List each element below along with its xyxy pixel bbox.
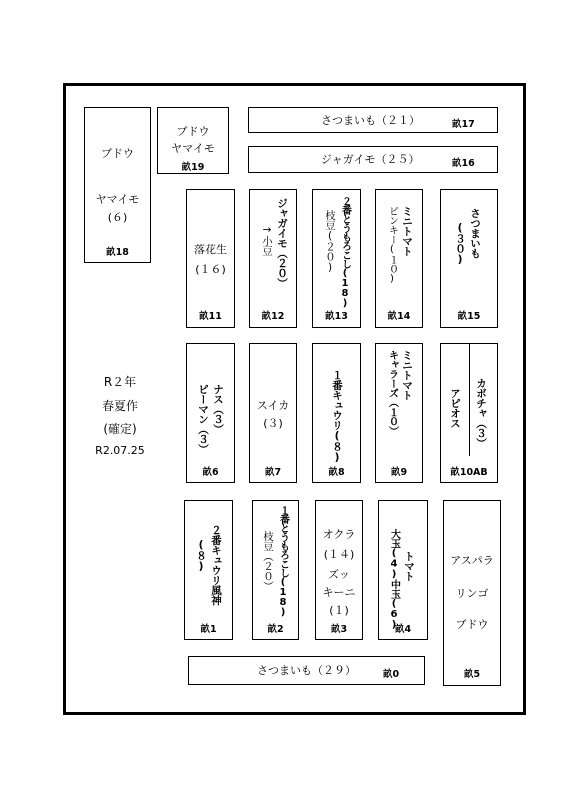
plot-2[interactable]: [252, 500, 299, 640]
plot-11-number: 畝11: [199, 311, 222, 322]
plot-1-crop: ２番キュウリ風神: [210, 525, 223, 605]
plot-14-crop: ミニトマト: [401, 206, 414, 256]
plot-8[interactable]: [312, 343, 361, 483]
plot-10-divider: [469, 344, 470, 456]
plot-19-crop-1: ブドウ: [176, 125, 210, 138]
plot-13[interactable]: [312, 189, 361, 328]
plot-9-number: 畝9: [390, 467, 408, 478]
plot-0-number: 畝0: [383, 669, 400, 680]
plot-10a-crop: アピオス: [449, 388, 462, 428]
plot-7-crop: スイカ: [256, 399, 290, 412]
plot-4[interactable]: [378, 500, 428, 640]
plot-7-number: 畝7: [264, 467, 282, 478]
plot-3-count-1: (１４): [323, 548, 355, 561]
plot-9[interactable]: [375, 343, 423, 483]
plot-9-crop: ミニトマト: [401, 350, 414, 400]
plot-10-number: 畝10AB: [450, 467, 488, 478]
plot-3-number: 畝3: [330, 624, 348, 635]
plot-7-count: (３): [263, 417, 283, 430]
title-date: R2.07.25: [95, 444, 145, 457]
plot-12-followup: →小豆: [261, 224, 274, 256]
plot-6-crop-1: ナス（３）: [212, 384, 225, 434]
plot-6-crop-2: ピーマン（３）: [197, 384, 210, 454]
plot-6-number: 畝6: [202, 467, 219, 478]
plot-9-variety: キャラーズ（１０）: [386, 350, 398, 436]
plot-1-count: (８): [195, 539, 208, 572]
plot-15-crop: さつまいも: [469, 208, 482, 258]
plot-13-crop: ２番とうもろこし(18): [339, 196, 351, 308]
plot-2-crop-2: 枝豆（２０）: [262, 531, 275, 591]
plot-5-crop-3: ブドウ: [455, 618, 489, 631]
plot-10[interactable]: [440, 343, 498, 483]
plot-12-crop: ジャガイモ（２０）: [276, 198, 289, 288]
plot-5-crop-1: アスパラ: [450, 554, 494, 567]
plot-3-crop-2b: キーニ: [322, 586, 356, 599]
plot-16[interactable]: [248, 146, 498, 173]
title-year: R２年: [103, 375, 137, 389]
plot-13-number: 畝13: [325, 311, 348, 322]
plot-11-count: (１６): [195, 263, 226, 276]
plot-18-crop-2: ヤマイモ: [95, 193, 140, 206]
title-season: 春夏作: [101, 399, 138, 413]
plot-15[interactable]: [440, 189, 498, 328]
plot-14-number: 畝14: [387, 311, 411, 322]
plot-16-crop: ジャガイモ（２５）: [321, 153, 420, 166]
plot-13-crop-2: 枝豆(２０): [324, 210, 337, 273]
plot-10b-crop: カボチャ（３）: [475, 378, 488, 448]
plot-5-crop-2: リンゴ: [455, 587, 489, 600]
plot-11[interactable]: [186, 189, 235, 328]
plot-4-sizes: 大玉(4)中玉(6): [388, 529, 400, 630]
plot-8-crop: １番キュウリ(８): [331, 370, 344, 463]
plot-2-number: 畝2: [267, 624, 284, 635]
plot-18[interactable]: [84, 107, 151, 263]
plot-1[interactable]: [184, 500, 233, 640]
plot-17-crop: さつまいも（２１）: [321, 114, 420, 127]
plot-3-count-2: (１): [329, 604, 349, 617]
plot-19-crop-2: ヤマイモ: [171, 142, 215, 155]
plot-12-number: 畝12: [261, 311, 285, 322]
plot-18-crop-1: ブドウ: [101, 147, 134, 160]
plot-16-number: 畝16: [452, 158, 475, 169]
plot-12[interactable]: [249, 189, 297, 328]
plot-15-number: 畝15: [457, 311, 481, 322]
plot-7[interactable]: [249, 343, 297, 483]
plot-5[interactable]: [443, 500, 501, 686]
plot-8-number: 畝8: [328, 467, 345, 478]
plot-3-crop-2a: ズッ: [328, 568, 350, 581]
plot-4-number: 畝4: [394, 624, 412, 635]
plot-14-variety: ピンキー(１０): [386, 206, 398, 284]
plot-3[interactable]: [315, 500, 363, 640]
plot-3-crop-1: オクラ: [322, 528, 356, 541]
plot-6[interactable]: [186, 343, 235, 483]
plot-0[interactable]: [188, 656, 425, 685]
plot-19[interactable]: [157, 107, 229, 174]
plot-0-crop: さつまいも（２９）: [257, 664, 356, 677]
plot-5-number: 畝5: [463, 669, 481, 680]
plot-15-count: (３０): [454, 222, 467, 265]
plot-11-crop: 落花生: [194, 243, 227, 256]
plot-17-number: 畝17: [452, 119, 475, 130]
plot-18-count: (６): [107, 211, 128, 224]
plot-19-number: 畝19: [181, 162, 205, 173]
plot-1-number: 畝1: [200, 624, 217, 635]
title-status: (確定): [103, 422, 137, 436]
plot-4-crop: トマト: [403, 551, 416, 581]
plot-2-crop: １番とうもろこし(18): [277, 505, 289, 617]
plot-14[interactable]: [375, 189, 423, 328]
plot-18-number: 畝18: [106, 247, 129, 258]
plot-17[interactable]: [248, 107, 498, 133]
